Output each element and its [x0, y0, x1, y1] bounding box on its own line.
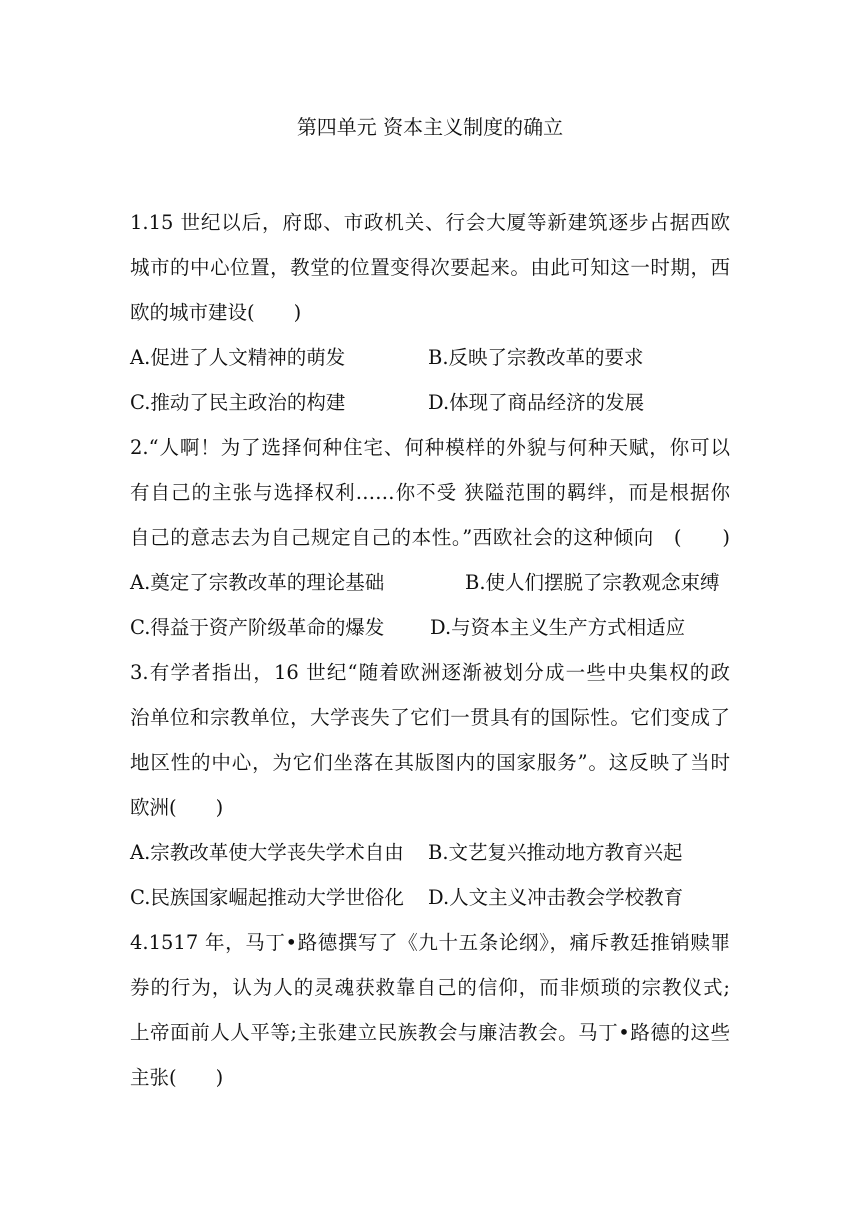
q2-option-d: D.与资本主义生产方式相适应	[430, 616, 686, 639]
q4-stem-line-1: 4.1517 年，马丁•路德撰写了《九十五条论纲》，痛斥教廷推销赎罪	[130, 931, 730, 954]
q2-options-row-1	[130, 560, 730, 605]
q3-stem-line-4: 欧洲( )	[130, 796, 224, 819]
q3-options-row-1	[130, 830, 730, 875]
q2-stem-line-1: 2.“人啊！为了选择何种住宅、何种模样的外貌与何种天赋，你可以	[130, 436, 730, 459]
q2-option-c: C.得益于资产阶级革命的爆发	[130, 616, 385, 639]
q2-stem-line-2: 有自己的主张与选择权利……你不受 狭隘范围的羁绊，而是根据你	[130, 481, 730, 504]
q3-stem-line-2: 治单位和宗教单位，大学丧失了它们一贯具有的国际性。它们变成了	[130, 706, 730, 729]
q3-option-b: B.文艺复兴推动地方教育兴起	[428, 841, 683, 864]
q4-stem-line-3: 上帝面前人人平等;主张建立民族教会与廉洁教会。马丁•路德的这些	[130, 1021, 730, 1044]
q1-stem-line-1: 1.15 世纪以后，府邸、市政机关、行会大厦等新建筑逐步占据西欧	[130, 211, 730, 234]
q3-option-a: A.宗教改革使大学丧失学术自由	[130, 841, 404, 864]
q3-stem-line-1: 3.有学者指出，16 世纪“随着欧洲逐渐被划分成一些中央集权的政	[130, 661, 730, 684]
q2-option-a: A.奠定了宗教改革的理论基础	[130, 571, 385, 594]
q1-option-d: D.体现了商品经济的发展	[428, 391, 645, 414]
q1-options-row-2	[130, 380, 730, 425]
q3-options-row-2	[130, 875, 730, 920]
q3-option-c: C.民族国家崛起推动大学世俗化	[130, 886, 404, 909]
q2-options-row-2	[130, 605, 730, 650]
q1-options-row-1	[130, 335, 730, 380]
q1-option-b: B.反映了宗教改革的要求	[428, 346, 644, 369]
q1-option-c: C.推动了民主政治的构建	[130, 391, 346, 414]
q1-stem-line-2: 城市的中心位置，教堂的位置变得次要起来。由此可知这一时期，西	[130, 256, 730, 279]
q2-option-b: B.使人们摆脱了宗教观念束缚	[465, 571, 720, 594]
q4-stem-line-2: 券的行为，认为人的灵魂获救靠自己的信仰，而非烦琐的宗教仪式;	[130, 976, 730, 999]
page-title: 第四单元 资本主义制度的确立	[296, 115, 564, 139]
q1-option-a: A.促进了人文精神的萌发	[130, 346, 346, 369]
q3-option-d: D.人文主义冲击教会学校教育	[428, 886, 684, 909]
q4-stem-line-4: 主张( )	[130, 1066, 224, 1089]
question-list	[130, 200, 730, 1100]
q3-stem-line-3: 地区性的中心，为它们坐落在其版图内的国家服务”。这反映了当时	[130, 751, 730, 774]
q1-stem-line-3: 欧的城市建设( )	[130, 301, 302, 324]
q2-stem-line-3: 自己的意志去为自己规定自己的本性。”西欧社会的这种倾向 ( )	[130, 526, 730, 549]
